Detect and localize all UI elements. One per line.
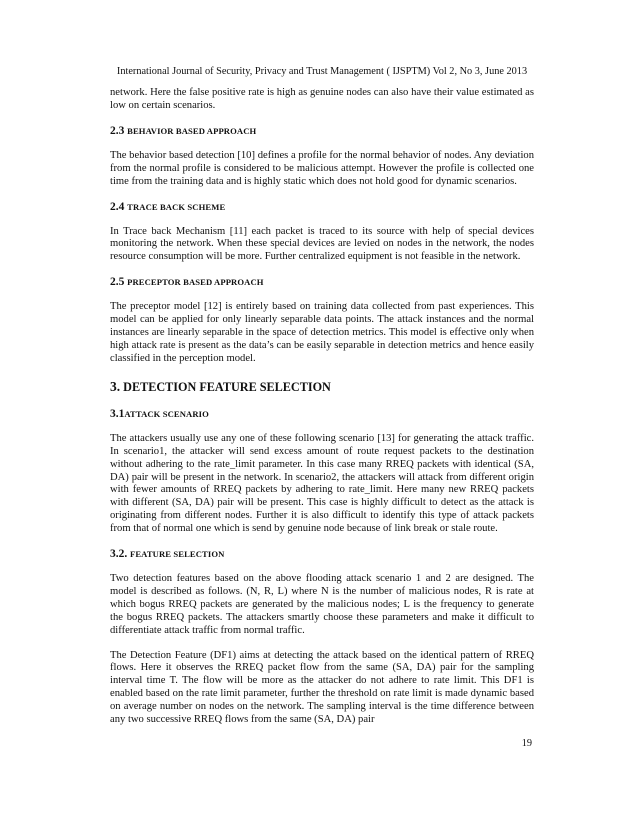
section-title: ATTACK SCENARIO (124, 408, 209, 419)
section-title: DETECTION FEATURE SELECTION (123, 379, 331, 394)
section-body-3-1: The attackers usually use any one of these following scenario [13] for generating the attack traffic. In scenario1, the attacker will send excess amount of route request packets to the destination without adhering to the rate_limit parameter. In this case many RREQ packets with identical (SA, DA) pair will be present in the network. In scenario2, the attackers will attack from different origin with fewer amounts of RREQ packets by adhering to rate_limit. Here many new RREQ packets with different (SA, DA) pair will be present. This case is highly difficult to detect as the attack is originating from different nodes. Further it is also difficult to identify this type of attack packets from that of normal one which is send by genuine node because of link break or stale route. (110, 432, 534, 535)
section-heading-3 (110, 380, 534, 394)
section-title: TRACE BACK SCHEME (127, 201, 226, 212)
section-heading-2-3 (110, 125, 534, 138)
intro-paragraph: network. Here the false positive rate is high as genuine nodes can also have their value estimated as low on certain scenarios. (110, 87, 534, 111)
page-content (110, 87, 534, 727)
section-body-2-5: The preceptor model [12] is entirely based on training data collected from past experiences. This model can be applied for only linearly separable data points. The attack instances and the normal instances are linearly separable in the space of detection metrics. This model is effective only when high attack rate is present as the data’s can be easily separable in detection metrics and hence easily classified in the perception model. (110, 301, 534, 364)
section-number: 2.5 (110, 276, 125, 289)
section-body-3-2-first: Two detection features based on the above flooding attack scenario 1 and 2 are designed. The model is described as follows. (N, R, L) where N is the number of malicious nodes, R is rate at which bogus RREQ packets are generated by the malicious nodes; L is the frequency to generate the bogus RREQ packets. The attackers smartly choose these parameters and make it difficult to differentiate attack traffic from normal traffic. (110, 573, 534, 636)
section-title: PRECEPTOR BASED APPROACH (127, 277, 264, 288)
section-number: 3.2. (110, 548, 128, 561)
running-header: International Journal of Security, Privacy and Trust Management ( IJSPTM) Vol 2, No 3, June 2013 (116, 66, 528, 77)
section-body-2-3: The behavior based detection [10] defines a profile for the normal behavior of nodes. Any deviation from the normal profile is considered to be malicious attempt. However the profile is collected one time from the training data and is highly static which does not hold good for dynamic scenarios. (110, 149, 534, 187)
section-body-2-4: In Trace back Mechanism [11] each packet is traced to its source with help of special devices monitoring the network. When these special devices are levied on nodes in the network, the nodes resource consumption will be more. Further centralized equipment is not feasible in the network. (110, 225, 534, 263)
section-heading-3-2 (110, 548, 534, 561)
section-title: FEATURE SELECTION (130, 549, 225, 560)
page-number: 19 (521, 738, 532, 749)
section-title: BEHAVIOR BASED APPROACH (127, 125, 257, 136)
section-heading-3-1 (110, 408, 534, 421)
section-number: 3. (110, 378, 121, 394)
section-number: 3.1 (110, 407, 125, 420)
section-heading-2-4 (110, 201, 534, 214)
section-number: 2.3 (110, 124, 125, 137)
section-number: 2.4 (110, 200, 125, 213)
section-body-3-2-second: The Detection Feature (DF1) aims at detecting the attack based on the identical pattern of RREQ flows. Here it observes the RREQ packet flow from the same (SA, DA) pair for the sampling interval time T. The flow will be more as the attacker do not adhere to rate limit. This DF1 is enabled based on the rate limit parameter, further the threshold on rate limit is made dynamic based on average number on nodes on the network. The sampling interval is the time difference between any two successive RREQ flows from the same (SA, DA) pair (110, 649, 534, 726)
section-heading-2-5 (110, 276, 534, 289)
